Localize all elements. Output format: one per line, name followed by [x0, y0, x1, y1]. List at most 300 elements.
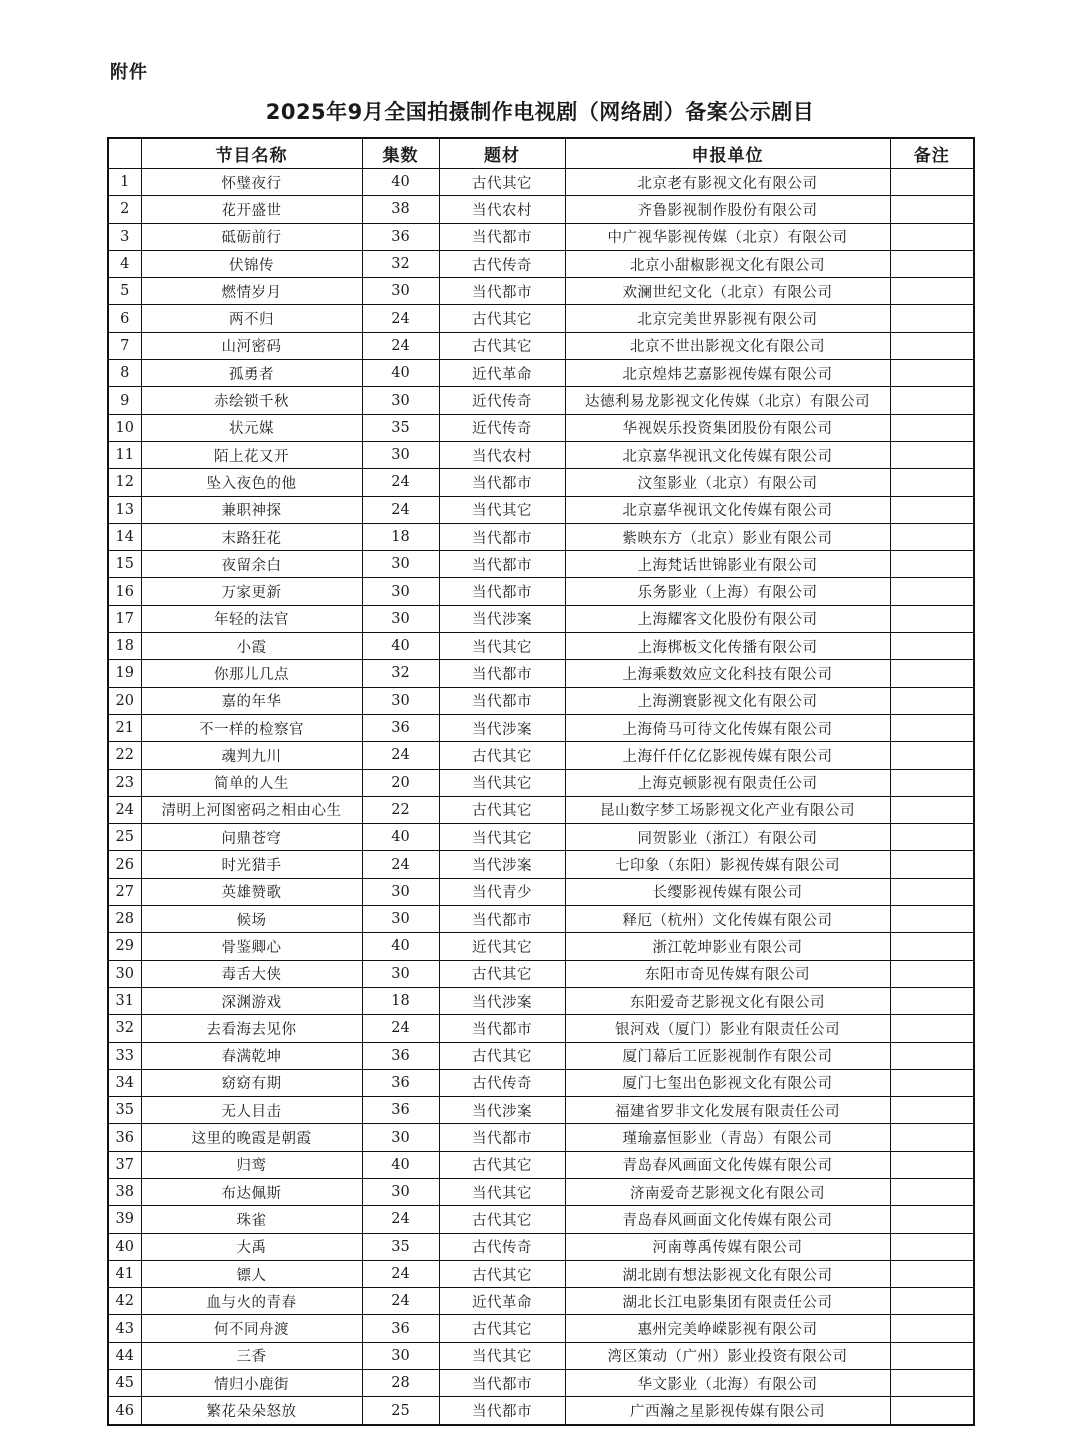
genre-cell: 当代都市 [439, 469, 565, 496]
table-row [108, 305, 974, 332]
genre-cell: 当代都市 [439, 1397, 565, 1425]
remark-cell [890, 687, 974, 714]
title-header: 节目名称 [141, 138, 362, 169]
genre-cell: 古代其它 [439, 1042, 565, 1069]
episodes-cell: 36 [362, 1042, 439, 1069]
genre-cell: 古代传奇 [439, 1069, 565, 1096]
title-cell: 大禹 [141, 1233, 362, 1260]
episodes-cell: 36 [362, 1069, 439, 1096]
declaring-unit-cell: 北京小甜椒影视文化有限公司 [565, 250, 890, 277]
episodes-cell: 30 [362, 578, 439, 605]
table-row [108, 196, 974, 223]
genre-header: 题材 [439, 138, 565, 169]
table-row [108, 441, 974, 468]
genre-cell: 近代革命 [439, 360, 565, 387]
row-number-cell: 15 [108, 551, 141, 578]
declaring-unit-cell: 欢澜世纪文化（北京）有限公司 [565, 278, 890, 305]
header-row [108, 138, 974, 169]
episodes-cell: 36 [362, 1097, 439, 1124]
remark-cell [890, 1260, 974, 1287]
genre-cell: 古代传奇 [439, 250, 565, 277]
declaring-unit-cell: 达德利易龙影视文化传媒（北京）有限公司 [565, 387, 890, 414]
genre-cell: 当代其它 [439, 633, 565, 660]
genre-cell: 当代都市 [439, 687, 565, 714]
remark-cell [890, 960, 974, 987]
remark-cell [890, 1151, 974, 1178]
episodes-cell: 20 [362, 769, 439, 796]
episodes-cell: 24 [362, 496, 439, 523]
table-row [108, 633, 974, 660]
table-row [108, 332, 974, 359]
remark-cell [890, 196, 974, 223]
declaring-unit-cell: 北京完美世界影视有限公司 [565, 305, 890, 332]
row-number-cell: 36 [108, 1124, 141, 1151]
table-row [108, 960, 974, 987]
declaring-unit-cell: 浙江乾坤影业有限公司 [565, 933, 890, 960]
table-row [108, 742, 974, 769]
title-cell: 珠雀 [141, 1206, 362, 1233]
episodes-cell: 30 [362, 1124, 439, 1151]
genre-cell: 当代都市 [439, 1015, 565, 1042]
title-cell: 不一样的检察官 [141, 714, 362, 741]
table-row [108, 824, 974, 851]
row-number-cell: 16 [108, 578, 141, 605]
title-cell: 砥砺前行 [141, 223, 362, 250]
table-row [108, 878, 974, 905]
declaring-unit-cell: 上海梵话世锦影业有限公司 [565, 551, 890, 578]
title-cell: 镖人 [141, 1260, 362, 1287]
remark-cell [890, 987, 974, 1014]
remark-cell [890, 250, 974, 277]
genre-cell: 当代都市 [439, 1124, 565, 1151]
table-row [108, 769, 974, 796]
table-row [108, 414, 974, 441]
genre-cell: 当代都市 [439, 660, 565, 687]
table-row [108, 387, 974, 414]
row-number-cell: 18 [108, 633, 141, 660]
remark-cell [890, 769, 974, 796]
genre-cell: 当代农村 [439, 196, 565, 223]
declaring-unit-cell: 上海克顿影视有限责任公司 [565, 769, 890, 796]
genre-cell: 古代其它 [439, 1206, 565, 1233]
table-row [108, 687, 974, 714]
genre-cell: 古代其它 [439, 332, 565, 359]
title-cell: 清明上河图密码之相由心生 [141, 796, 362, 823]
title-cell: 繁花朵朵怒放 [141, 1397, 362, 1425]
declaring-unit-cell: 上海溯寰影视文化有限公司 [565, 687, 890, 714]
declaring-unit-cell: 华视娱乐投资集团股份有限公司 [565, 414, 890, 441]
title-cell: 时光猎手 [141, 851, 362, 878]
title-cell: 年轻的法官 [141, 605, 362, 632]
episodes-cell: 30 [362, 1178, 439, 1205]
episodes-cell: 36 [362, 1315, 439, 1342]
row-number-cell: 34 [108, 1069, 141, 1096]
title-cell: 毒舌大侠 [141, 960, 362, 987]
declaring-unit-cell: 湖北剧有想法影视文化有限公司 [565, 1260, 890, 1287]
table-row [108, 605, 974, 632]
genre-cell: 当代都市 [439, 551, 565, 578]
remark-cell [890, 1178, 974, 1205]
remark-cell [890, 714, 974, 741]
drama-filing-table [107, 137, 975, 1426]
title-cell: 万家更新 [141, 578, 362, 605]
table-row [108, 523, 974, 550]
remark-cell [890, 414, 974, 441]
row-number-cell: 40 [108, 1233, 141, 1260]
row-number-cell: 41 [108, 1260, 141, 1287]
remark-cell [890, 1124, 974, 1151]
episodes-header: 集数 [362, 138, 439, 169]
title-cell: 血与火的青春 [141, 1288, 362, 1315]
declaring-unit-cell: 青岛春风画面文化传媒有限公司 [565, 1151, 890, 1178]
row-number-cell: 27 [108, 878, 141, 905]
genre-cell: 古代其它 [439, 960, 565, 987]
title-cell: 英雄赞歌 [141, 878, 362, 905]
row-number-cell: 20 [108, 687, 141, 714]
row-number-cell: 29 [108, 933, 141, 960]
declaring-unit-cell: 华文影业（北海）有限公司 [565, 1370, 890, 1397]
genre-cell: 近代传奇 [439, 387, 565, 414]
title-cell: 伏锦传 [141, 250, 362, 277]
title-cell: 深渊游戏 [141, 987, 362, 1014]
row-number-cell: 44 [108, 1342, 141, 1369]
row-number-cell: 32 [108, 1015, 141, 1042]
title-cell: 何不同舟渡 [141, 1315, 362, 1342]
declaring-unit-cell: 湖北长江电影集团有限责任公司 [565, 1288, 890, 1315]
title-cell: 末路狂花 [141, 523, 362, 550]
row-number-cell: 6 [108, 305, 141, 332]
title-cell: 布达佩斯 [141, 1178, 362, 1205]
row-number-cell: 26 [108, 851, 141, 878]
genre-cell: 当代涉案 [439, 851, 565, 878]
declaring-unit-cell: 厦门幕后工匠影视制作有限公司 [565, 1042, 890, 1069]
remark-cell [890, 633, 974, 660]
remark-cell [890, 469, 974, 496]
title-cell: 去看海去见你 [141, 1015, 362, 1042]
declaring-unit-cell: 北京不世出影视文化有限公司 [565, 332, 890, 359]
episodes-cell: 24 [362, 332, 439, 359]
table-row [108, 578, 974, 605]
genre-cell: 当代都市 [439, 523, 565, 550]
table-row [108, 660, 974, 687]
episodes-cell: 30 [362, 878, 439, 905]
row-number-cell: 12 [108, 469, 141, 496]
row-number-cell: 31 [108, 987, 141, 1014]
declaring-unit-cell: 广西瀚之星影视传媒有限公司 [565, 1397, 890, 1425]
declaring-unit-cell: 瑾瑜嘉恒影业（青岛）有限公司 [565, 1124, 890, 1151]
declaring-unit-cell: 银河戏（厦门）影业有限责任公司 [565, 1015, 890, 1042]
genre-cell: 古代其它 [439, 1315, 565, 1342]
declaring-unit-cell: 福建省罗非文化发展有限责任公司 [565, 1097, 890, 1124]
remark-cell [890, 1069, 974, 1096]
episodes-cell: 30 [362, 687, 439, 714]
remark-cell [890, 605, 974, 632]
declaring-unit-cell: 上海耀客文化股份有限公司 [565, 605, 890, 632]
declaring-unit-cell: 北京嘉华视讯文化传媒有限公司 [565, 496, 890, 523]
declaring-unit-cell: 济南爱奇艺影视文化有限公司 [565, 1178, 890, 1205]
row-number-cell: 3 [108, 223, 141, 250]
genre-cell: 当代都市 [439, 906, 565, 933]
row-number-cell: 10 [108, 414, 141, 441]
episodes-cell: 30 [362, 906, 439, 933]
row-number-cell: 30 [108, 960, 141, 987]
declaring-unit-cell: 青岛春风画面文化传媒有限公司 [565, 1206, 890, 1233]
declaring-unit-cell: 长缨影视传媒有限公司 [565, 878, 890, 905]
title-cell: 魂判九川 [141, 742, 362, 769]
row-number-cell: 35 [108, 1097, 141, 1124]
row-number-cell: 8 [108, 360, 141, 387]
title-cell: 简单的人生 [141, 769, 362, 796]
title-cell: 归鸾 [141, 1151, 362, 1178]
row-number-cell: 39 [108, 1206, 141, 1233]
episodes-cell: 28 [362, 1370, 439, 1397]
remark-cell [890, 305, 974, 332]
title-cell: 情归小鹿街 [141, 1370, 362, 1397]
title-cell: 坠入夜色的他 [141, 469, 362, 496]
episodes-cell: 24 [362, 1288, 439, 1315]
declaring-unit-cell: 惠州完美峥嵘影视有限公司 [565, 1315, 890, 1342]
row-number-cell: 38 [108, 1178, 141, 1205]
row-number-cell: 9 [108, 387, 141, 414]
title-cell: 这里的晚霞是朝霞 [141, 1124, 362, 1151]
declaring-unit-cell: 厦门七玺出色影视文化有限公司 [565, 1069, 890, 1096]
title-cell: 赤绘锁千秋 [141, 387, 362, 414]
row-number-cell: 4 [108, 250, 141, 277]
genre-cell: 古代其它 [439, 1151, 565, 1178]
declaring-unit-cell: 同贺影业（浙江）有限公司 [565, 824, 890, 851]
table-row [108, 1097, 974, 1124]
table-row [108, 360, 974, 387]
episodes-cell: 32 [362, 250, 439, 277]
row-number-cell: 17 [108, 605, 141, 632]
episodes-cell: 35 [362, 1233, 439, 1260]
table-row [108, 851, 974, 878]
title-cell: 夜留余白 [141, 551, 362, 578]
declaring-unit-cell: 东阳爱奇艺影视文化有限公司 [565, 987, 890, 1014]
table-row [108, 1260, 974, 1287]
remark-cell [890, 223, 974, 250]
row-number-cell: 19 [108, 660, 141, 687]
episodes-cell: 30 [362, 1342, 439, 1369]
table-row [108, 496, 974, 523]
row-number-cell: 45 [108, 1370, 141, 1397]
episodes-cell: 30 [362, 278, 439, 305]
row-number-cell: 46 [108, 1397, 141, 1425]
genre-cell: 当代都市 [439, 223, 565, 250]
declaring-unit-cell: 汶玺影业（北京）有限公司 [565, 469, 890, 496]
declaring-unit-cell: 昆山数字梦工场影视文化产业有限公司 [565, 796, 890, 823]
genre-cell: 当代涉案 [439, 605, 565, 632]
table-row [108, 1015, 974, 1042]
remark-cell [890, 906, 974, 933]
title-cell: 三香 [141, 1342, 362, 1369]
genre-cell: 古代其它 [439, 169, 565, 196]
remark-cell [890, 1397, 974, 1425]
title-cell: 小霞 [141, 633, 362, 660]
remark-cell [890, 360, 974, 387]
declaring-unit-cell: 紫映东方（北京）影业有限公司 [565, 523, 890, 550]
episodes-cell: 18 [362, 523, 439, 550]
episodes-cell: 22 [362, 796, 439, 823]
remark-cell [890, 851, 974, 878]
row-number-cell: 5 [108, 278, 141, 305]
title-cell: 怀璧夜行 [141, 169, 362, 196]
remark-cell [890, 578, 974, 605]
episodes-cell: 30 [362, 960, 439, 987]
remark-cell [890, 1042, 974, 1069]
attachment-label: 附件 [110, 62, 148, 83]
remark-cell [890, 1233, 974, 1260]
declaring-unit-cell: 中广视华影视传媒（北京）有限公司 [565, 223, 890, 250]
episodes-cell: 40 [362, 633, 439, 660]
title-cell: 问鼎苍穹 [141, 824, 362, 851]
title-cell: 春满乾坤 [141, 1042, 362, 1069]
episodes-cell: 24 [362, 742, 439, 769]
declaring-unit-cell: 东阳市奇见传媒有限公司 [565, 960, 890, 987]
table-row [108, 1342, 974, 1369]
episodes-cell: 24 [362, 851, 439, 878]
title-cell: 燃情岁月 [141, 278, 362, 305]
row-number-cell: 23 [108, 769, 141, 796]
declaring-unit-cell: 释厄（杭州）文化传媒有限公司 [565, 906, 890, 933]
row-number-cell: 37 [108, 1151, 141, 1178]
genre-cell: 当代都市 [439, 278, 565, 305]
row-number-cell: 13 [108, 496, 141, 523]
row-number-cell: 11 [108, 441, 141, 468]
declaring-unit-cell: 齐鲁影视制作股份有限公司 [565, 196, 890, 223]
table-row [108, 1206, 974, 1233]
remark-cell [890, 523, 974, 550]
remark-cell [890, 1015, 974, 1042]
episodes-cell: 38 [362, 196, 439, 223]
remark-cell [890, 824, 974, 851]
table-row [108, 469, 974, 496]
genre-cell: 当代青少 [439, 878, 565, 905]
declaring-unit-cell: 上海乘数效应文化科技有限公司 [565, 660, 890, 687]
title-cell: 无人目击 [141, 1097, 362, 1124]
table-row [108, 1233, 974, 1260]
genre-cell: 近代革命 [439, 1288, 565, 1315]
title-cell: 兼职神探 [141, 496, 362, 523]
remark-cell [890, 496, 974, 523]
remark-cell [890, 1342, 974, 1369]
genre-cell: 当代农村 [439, 441, 565, 468]
episodes-cell: 30 [362, 605, 439, 632]
genre-cell: 当代涉案 [439, 1097, 565, 1124]
genre-cell: 古代其它 [439, 1260, 565, 1287]
row-number-cell: 25 [108, 824, 141, 851]
row-number-cell: 42 [108, 1288, 141, 1315]
row-number-header [108, 138, 141, 169]
title-cell: 孤勇者 [141, 360, 362, 387]
genre-cell: 古代传奇 [439, 1233, 565, 1260]
genre-cell: 当代都市 [439, 578, 565, 605]
genre-cell: 古代其它 [439, 742, 565, 769]
table-row [108, 1069, 974, 1096]
episodes-cell: 35 [362, 414, 439, 441]
row-number-cell: 22 [108, 742, 141, 769]
row-number-cell: 2 [108, 196, 141, 223]
episodes-cell: 25 [362, 1397, 439, 1425]
remark-cell [890, 660, 974, 687]
episodes-cell: 24 [362, 469, 439, 496]
declaring-unit-cell: 上海仟仟亿亿影视传媒有限公司 [565, 742, 890, 769]
table-row [108, 714, 974, 741]
remark-cell [890, 441, 974, 468]
genre-cell: 当代其它 [439, 824, 565, 851]
episodes-cell: 30 [362, 387, 439, 414]
episodes-cell: 30 [362, 441, 439, 468]
genre-cell: 当代其它 [439, 496, 565, 523]
table-row [108, 1397, 974, 1425]
title-cell: 候场 [141, 906, 362, 933]
remark-header: 备注 [890, 138, 974, 169]
remark-cell [890, 1315, 974, 1342]
genre-cell: 当代其它 [439, 769, 565, 796]
page-title: 2025年9月全国拍摄制作电视剧（网络剧）备案公示剧目 [265, 100, 815, 124]
genre-cell: 近代其它 [439, 933, 565, 960]
remark-cell [890, 933, 974, 960]
remark-cell [890, 169, 974, 196]
table-row [108, 1042, 974, 1069]
remark-cell [890, 1097, 974, 1124]
declaring-unit-cell: 北京老有影视文化有限公司 [565, 169, 890, 196]
genre-cell: 古代其它 [439, 796, 565, 823]
row-number-cell: 24 [108, 796, 141, 823]
title-cell: 山河密码 [141, 332, 362, 359]
declaring-unit-cell: 上海倚马可待文化传媒有限公司 [565, 714, 890, 741]
episodes-cell: 24 [362, 1206, 439, 1233]
declaring-unit-cell: 七印象（东阳）影视传媒有限公司 [565, 851, 890, 878]
episodes-cell: 40 [362, 360, 439, 387]
title-cell: 两不归 [141, 305, 362, 332]
episodes-cell: 36 [362, 714, 439, 741]
title-cell: 状元媒 [141, 414, 362, 441]
table-row [108, 1315, 974, 1342]
remark-cell [890, 387, 974, 414]
table-row [108, 933, 974, 960]
title-cell: 骨鉴卿心 [141, 933, 362, 960]
row-number-cell: 1 [108, 169, 141, 196]
title-cell: 窈窈有期 [141, 1069, 362, 1096]
episodes-cell: 30 [362, 551, 439, 578]
row-number-cell: 43 [108, 1315, 141, 1342]
episodes-cell: 18 [362, 987, 439, 1014]
row-number-cell: 21 [108, 714, 141, 741]
table-row [108, 223, 974, 250]
remark-cell [890, 1370, 974, 1397]
row-number-cell: 7 [108, 332, 141, 359]
declaring-unit-header: 申报单位 [565, 138, 890, 169]
declaring-unit-cell: 湾区策动（广州）影业投资有限公司 [565, 1342, 890, 1369]
declaring-unit-cell: 北京嘉华视讯文化传媒有限公司 [565, 441, 890, 468]
table-row [108, 551, 974, 578]
table-row [108, 796, 974, 823]
title-cell: 你那儿几点 [141, 660, 362, 687]
genre-cell: 古代其它 [439, 305, 565, 332]
genre-cell: 当代涉案 [439, 714, 565, 741]
episodes-cell: 24 [362, 1260, 439, 1287]
table-row [108, 987, 974, 1014]
episodes-cell: 40 [362, 824, 439, 851]
declaring-unit-cell: 上海梆板文化传播有限公司 [565, 633, 890, 660]
episodes-cell: 24 [362, 1015, 439, 1042]
table-row [108, 250, 974, 277]
episodes-cell: 40 [362, 1151, 439, 1178]
episodes-cell: 24 [362, 305, 439, 332]
remark-cell [890, 1206, 974, 1233]
genre-cell: 当代其它 [439, 1178, 565, 1205]
